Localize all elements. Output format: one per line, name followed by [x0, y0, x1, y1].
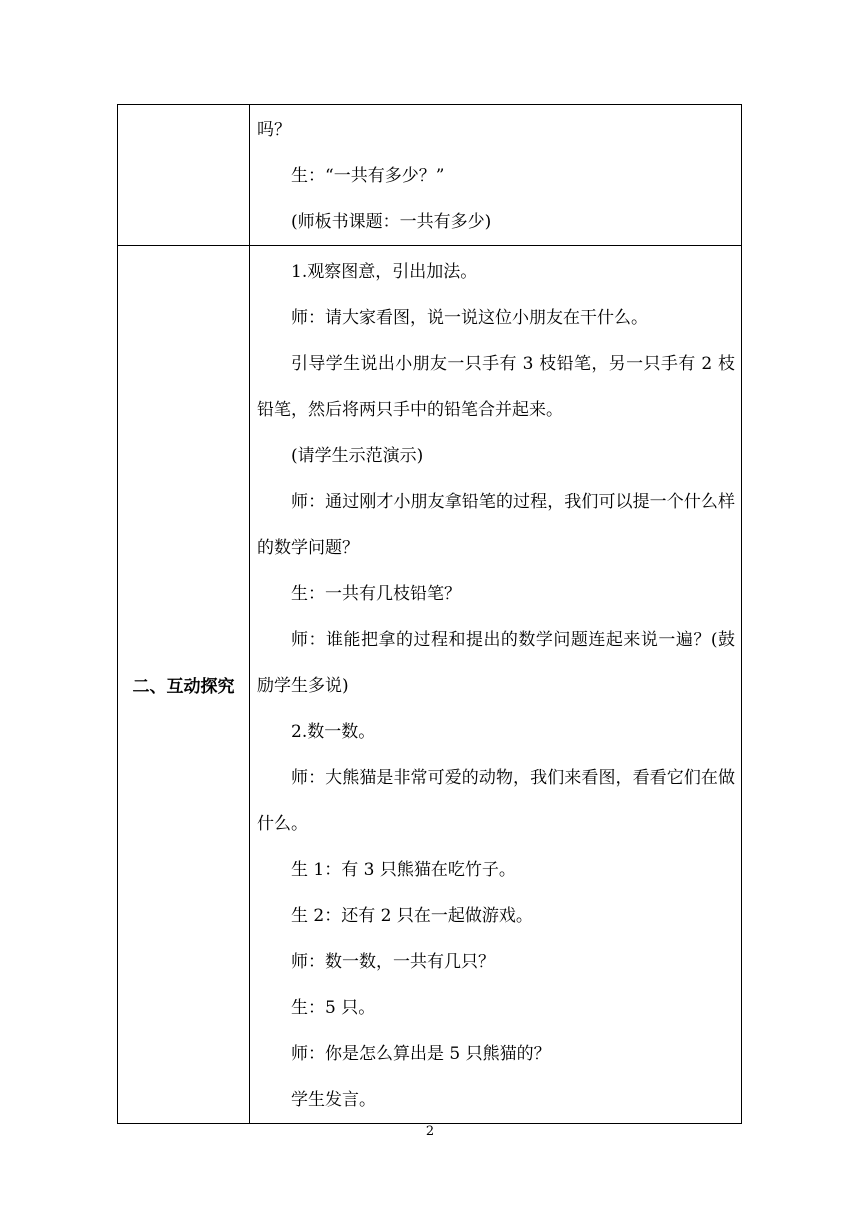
paragraph: (请学生示范演示) — [291, 446, 424, 466]
table-row — [118, 246, 742, 1124]
section-label — [118, 105, 250, 246]
section-content — [250, 105, 742, 246]
lesson-plan-table — [117, 104, 742, 1124]
section-label: 二、互动探究 — [118, 246, 250, 1124]
paragraph: 学生发言。 — [291, 1090, 376, 1110]
paragraph: 引导学生说出小朋友一只手有 3 枝铅笔，另一只手有 2 枝铅笔，然后将两只手中的铅笔合并起来。 — [257, 354, 735, 420]
paragraph: 生 1：有 3 只熊猫在吃竹子。 — [291, 860, 516, 880]
paragraph: 生：5 只。 — [291, 998, 376, 1018]
paragraph: 2.数一数。 — [291, 722, 376, 742]
paragraph: 生 2：还有 2 只在一起做游戏。 — [291, 906, 533, 926]
paragraph: 生：一共有几枝铅笔？ — [291, 584, 461, 604]
paragraph: 1.观察图意，引出加法。 — [291, 262, 478, 282]
paragraph: 师：你是怎么算出是 5 只熊猫的？ — [291, 1044, 551, 1064]
paragraph: (师板书课题：一共有多少) — [291, 212, 492, 232]
paragraph: 师：谁能把拿的过程和提出的数学问题连起来说一遍？(鼓励学生多说) — [257, 630, 735, 696]
section-content — [250, 246, 742, 1124]
paragraph: 师：通过刚才小朋友拿铅笔的过程，我们可以提一个什么样的数学问题？ — [257, 492, 735, 558]
paragraph: 师：数一数，一共有几只？ — [291, 952, 495, 972]
paragraph: 生：“一共有多少？” — [291, 166, 445, 186]
page-number: 2 — [425, 1124, 435, 1139]
paragraph: 师：请大家看图，说一说这位小朋友在干什么。 — [291, 308, 648, 328]
table-row — [118, 105, 742, 246]
paragraph: 师：大熊猫是非常可爱的动物，我们来看图，看看它们在做什么。 — [257, 768, 735, 834]
paragraph: 吗？ — [257, 120, 291, 140]
